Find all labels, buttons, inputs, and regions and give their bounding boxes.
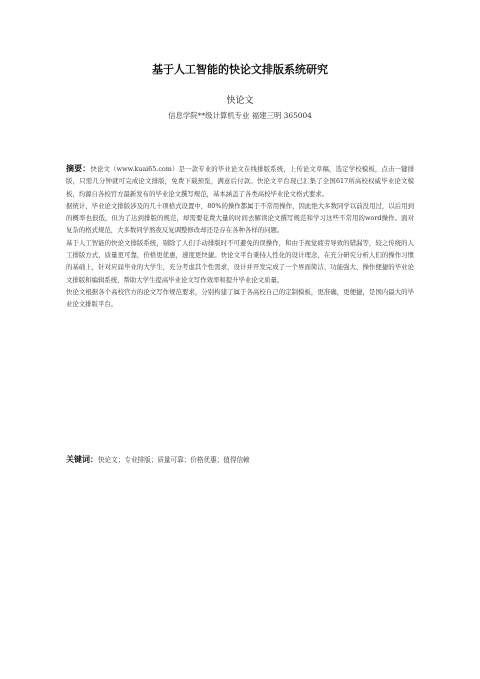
abstract-section — [66, 163, 414, 311]
abstract-text: 快论文（www.kuai65.com）是一款专业的毕业论文在线排版系统，上传论文草稿，选定学校模板，点击一键排版，只需几分钟就可完成论文排版，免费下载预览，满意后付款。快论文平台现已汇集了全国617所高校权威毕业论文模板，均源自各校官方最新发布的毕业论文撰写规范，基本涵盖了各类高校毕业论文格式要求。 — [66, 165, 414, 198]
abstract-paragraph — [66, 163, 414, 200]
keywords-section — [66, 454, 414, 466]
abstract-paragraph: 基于人工智能的快论文排版系统，剔除了人们手动排版时不可避免的误操作，和由于视觉疲劳导致的错漏等，较之传统的人工排版方式，质量更可靠，价格更优惠，速度更快捷。快论文平台秉持人性化的设计理念，在充分研究分析人们的操作习惯的基础上，针对应届毕业的大学生，充分考虑其个性需求，设计并开发完成了一个界面简洁、功能强大、操作便捷的毕业论文排版和编辑系统，帮助大学生提高毕业论文写作效率和提升毕业论文质量。 — [66, 238, 414, 284]
keywords-label: 关键词： — [66, 455, 98, 464]
keywords-text: 快论文；专业排版；质量可靠；价格优惠；值得信赖 — [98, 456, 250, 464]
author-name: 快论文 — [226, 96, 254, 106]
paper-title: 基于人工智能的快论文排版系统研究 — [152, 63, 328, 76]
abstract-paragraph: 快论文根据各个高校官方的论文写作规范要求，分别构建了属于各高校自己的定制模板，更准确，更便捷，是国内最大的毕业论文排版平台。 — [66, 287, 414, 309]
author-affiliation: 信息学院**级计算机专业 福建三明 365004 — [168, 111, 312, 120]
abstract-paragraph: 据统计，毕业论文排版涉及的几十项格式设置中，80%的操作都属于不常用操作，因此绝大多数同学以前没用过，以后用到的概率也很低，但为了达到排版的规范，却需要花费大量的时间去解读论文撰写规范和学习这些不常用的word操作。面对复杂的格式规范，大多数同学熬夜反复调整修改却还是存在各种各样的问题。 — [66, 201, 414, 235]
abstract-label: 摘要： — [66, 164, 91, 173]
